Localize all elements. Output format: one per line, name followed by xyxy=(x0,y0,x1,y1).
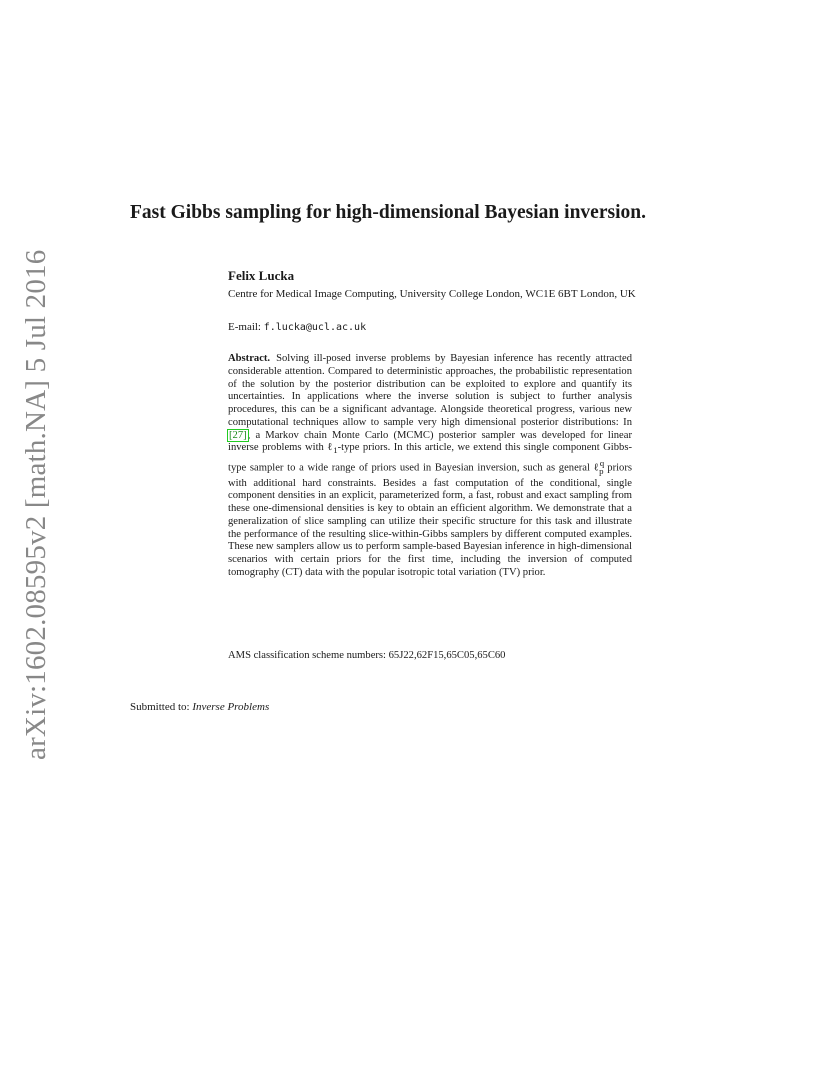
arxiv-identifier-stamp: arXiv:1602.08595v2 [math.NA] 5 Jul 2016 xyxy=(20,249,52,760)
abstract-text-part1: Solving ill-posed inverse problems by Bayesian inference has recently attracted considerable attention. Compared to deterministic approaches, the probabilistic representation of the solution by the posterior distribution can be exploited to explore and quantify its uncertainties. In applications where the inverse solution is subject to further analysis procedures, this can be a significant advantage. Alongside theoretical progress, various new computational techniques allow to sample very high dimensional posterior distributions: In xyxy=(228,353,632,428)
ell-superscript-q: q xyxy=(599,458,605,469)
ell-subscript: 1 xyxy=(333,445,338,456)
abstract-label: Abstract. xyxy=(228,353,271,364)
author-email xyxy=(228,321,366,333)
email-label: E-mail: xyxy=(228,321,261,333)
abstract-text-part3: -type priors. In this article, we extend this single component Gibbs-type sampler to a wide range of priors used in Bayesian inversion, such as general ℓ xyxy=(228,442,632,474)
abstract xyxy=(228,353,632,580)
journal-name: Inverse Problems xyxy=(192,701,270,713)
abstract-text-part2: , a Markov chain Monte Carlo (MCMC) posterior sampler was developed for linear inverse problems with ℓ xyxy=(228,429,632,454)
author-affiliation: Centre for Medical Image Computing, University College London, WC1E 6BT London, UK xyxy=(228,288,636,300)
submitted-label: Submitted to: xyxy=(130,701,190,713)
ams-classification: AMS classification scheme numbers: 65J22,62F15,65C05,65C60 xyxy=(228,650,506,661)
ell-subscript-p: p xyxy=(599,465,604,476)
email-address[interactable]: f.lucka@ucl.ac.uk xyxy=(263,322,367,333)
citation-link[interactable]: [27] xyxy=(229,429,247,441)
paper-title: Fast Gibbs sampling for high-dimensional Bayesian inversion. xyxy=(130,202,646,223)
abstract-text-part4: priors with additional hard constraints. Besides a fast computation of the conditional, single component densities in an explicit, parameterized form, a fast, robust and exact sampling from these one-dimensional densities is key to obtain an efficient algorithm. We demonstrate that a generalization of slice sampling can utilize their specific structure for this task and illustrate the performance of the resulting slice-within-Gibbs samplers by different computed examples. These new samplers allow us to perform sample-based Bayesian inference in high-dimensional scenarios with certain priors for the first time, including the inversion of computed tomography (CT) data with the popular isotropic total variation (TV) prior. xyxy=(228,462,632,578)
submitted-to xyxy=(130,701,269,713)
author-name: Felix Lucka xyxy=(228,268,295,283)
